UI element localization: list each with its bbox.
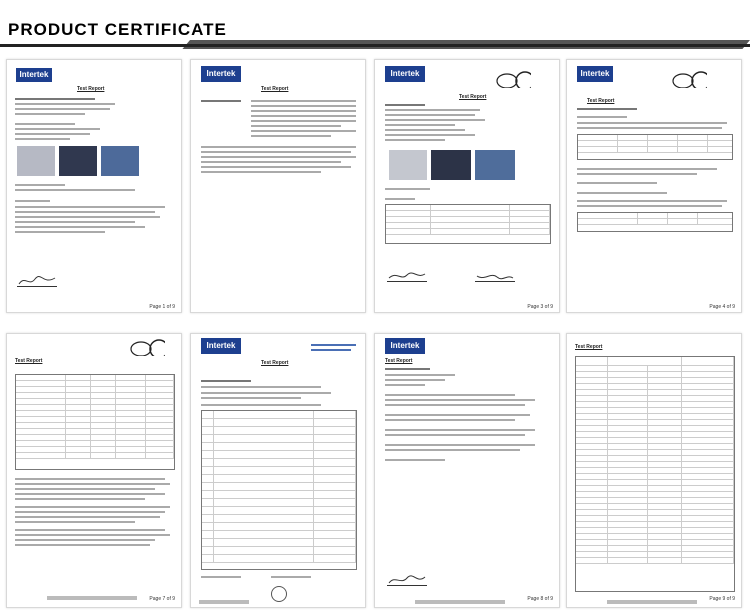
signature <box>387 574 427 586</box>
signature <box>387 270 427 282</box>
results-table <box>577 134 733 160</box>
certificate-header <box>0 0 750 52</box>
report-page-7[interactable] <box>374 333 560 608</box>
results-table <box>385 204 551 244</box>
product-photo <box>59 146 97 176</box>
intertek-logo: Intertek <box>201 338 241 354</box>
report-page-2[interactable] <box>190 59 366 313</box>
page-number: Page 4 of 9 <box>709 304 735 310</box>
report-page-3[interactable] <box>374 59 560 313</box>
report-page-5[interactable] <box>6 333 182 608</box>
report-title: Test Report <box>15 358 43 364</box>
ilac-mra-cnas-icon <box>495 70 531 88</box>
page-number: Page 9 of 9 <box>709 596 735 602</box>
intertek-logo: Intertek <box>577 66 613 82</box>
product-photo <box>431 150 471 180</box>
report-page-6[interactable] <box>190 333 366 608</box>
report-title: Test Report <box>261 360 289 366</box>
report-title: Test Report <box>261 86 289 92</box>
report-title: Test Report <box>77 86 105 92</box>
intertek-logo: Intertek <box>385 66 425 82</box>
report-title: Test Report <box>575 344 603 350</box>
product-photo <box>101 146 139 176</box>
results-table <box>15 374 175 470</box>
ilac-mra-cnas-icon <box>671 70 707 88</box>
ilac-mra-cnas-icon <box>129 338 165 356</box>
product-photo <box>475 150 515 180</box>
report-title: Test Report <box>587 98 615 104</box>
results-table <box>575 356 735 592</box>
page-number: Page 1 of 9 <box>149 304 175 310</box>
signature <box>17 275 57 287</box>
page-title: PRODUCT CERTIFICATE <box>8 20 235 40</box>
results-table <box>577 212 733 232</box>
page-number: Page 8 of 9 <box>527 596 553 602</box>
intertek-logo: Intertek <box>16 68 52 82</box>
report-page-1[interactable] <box>6 59 182 313</box>
results-table <box>201 410 357 570</box>
header-rule <box>0 44 750 47</box>
intertek-logo: Intertek <box>201 66 241 82</box>
report-page-4[interactable] <box>566 59 742 313</box>
product-photo <box>389 150 427 180</box>
report-page-8[interactable] <box>566 333 742 608</box>
report-title: Test Report <box>459 94 487 100</box>
signature <box>475 270 515 282</box>
report-title: Test Report <box>385 358 413 364</box>
product-photo <box>17 146 55 176</box>
page-number: Page 7 of 9 <box>149 596 175 602</box>
seal-icon <box>271 586 287 602</box>
intertek-logo: Intertek <box>385 338 425 354</box>
page-number: Page 3 of 9 <box>527 304 553 310</box>
